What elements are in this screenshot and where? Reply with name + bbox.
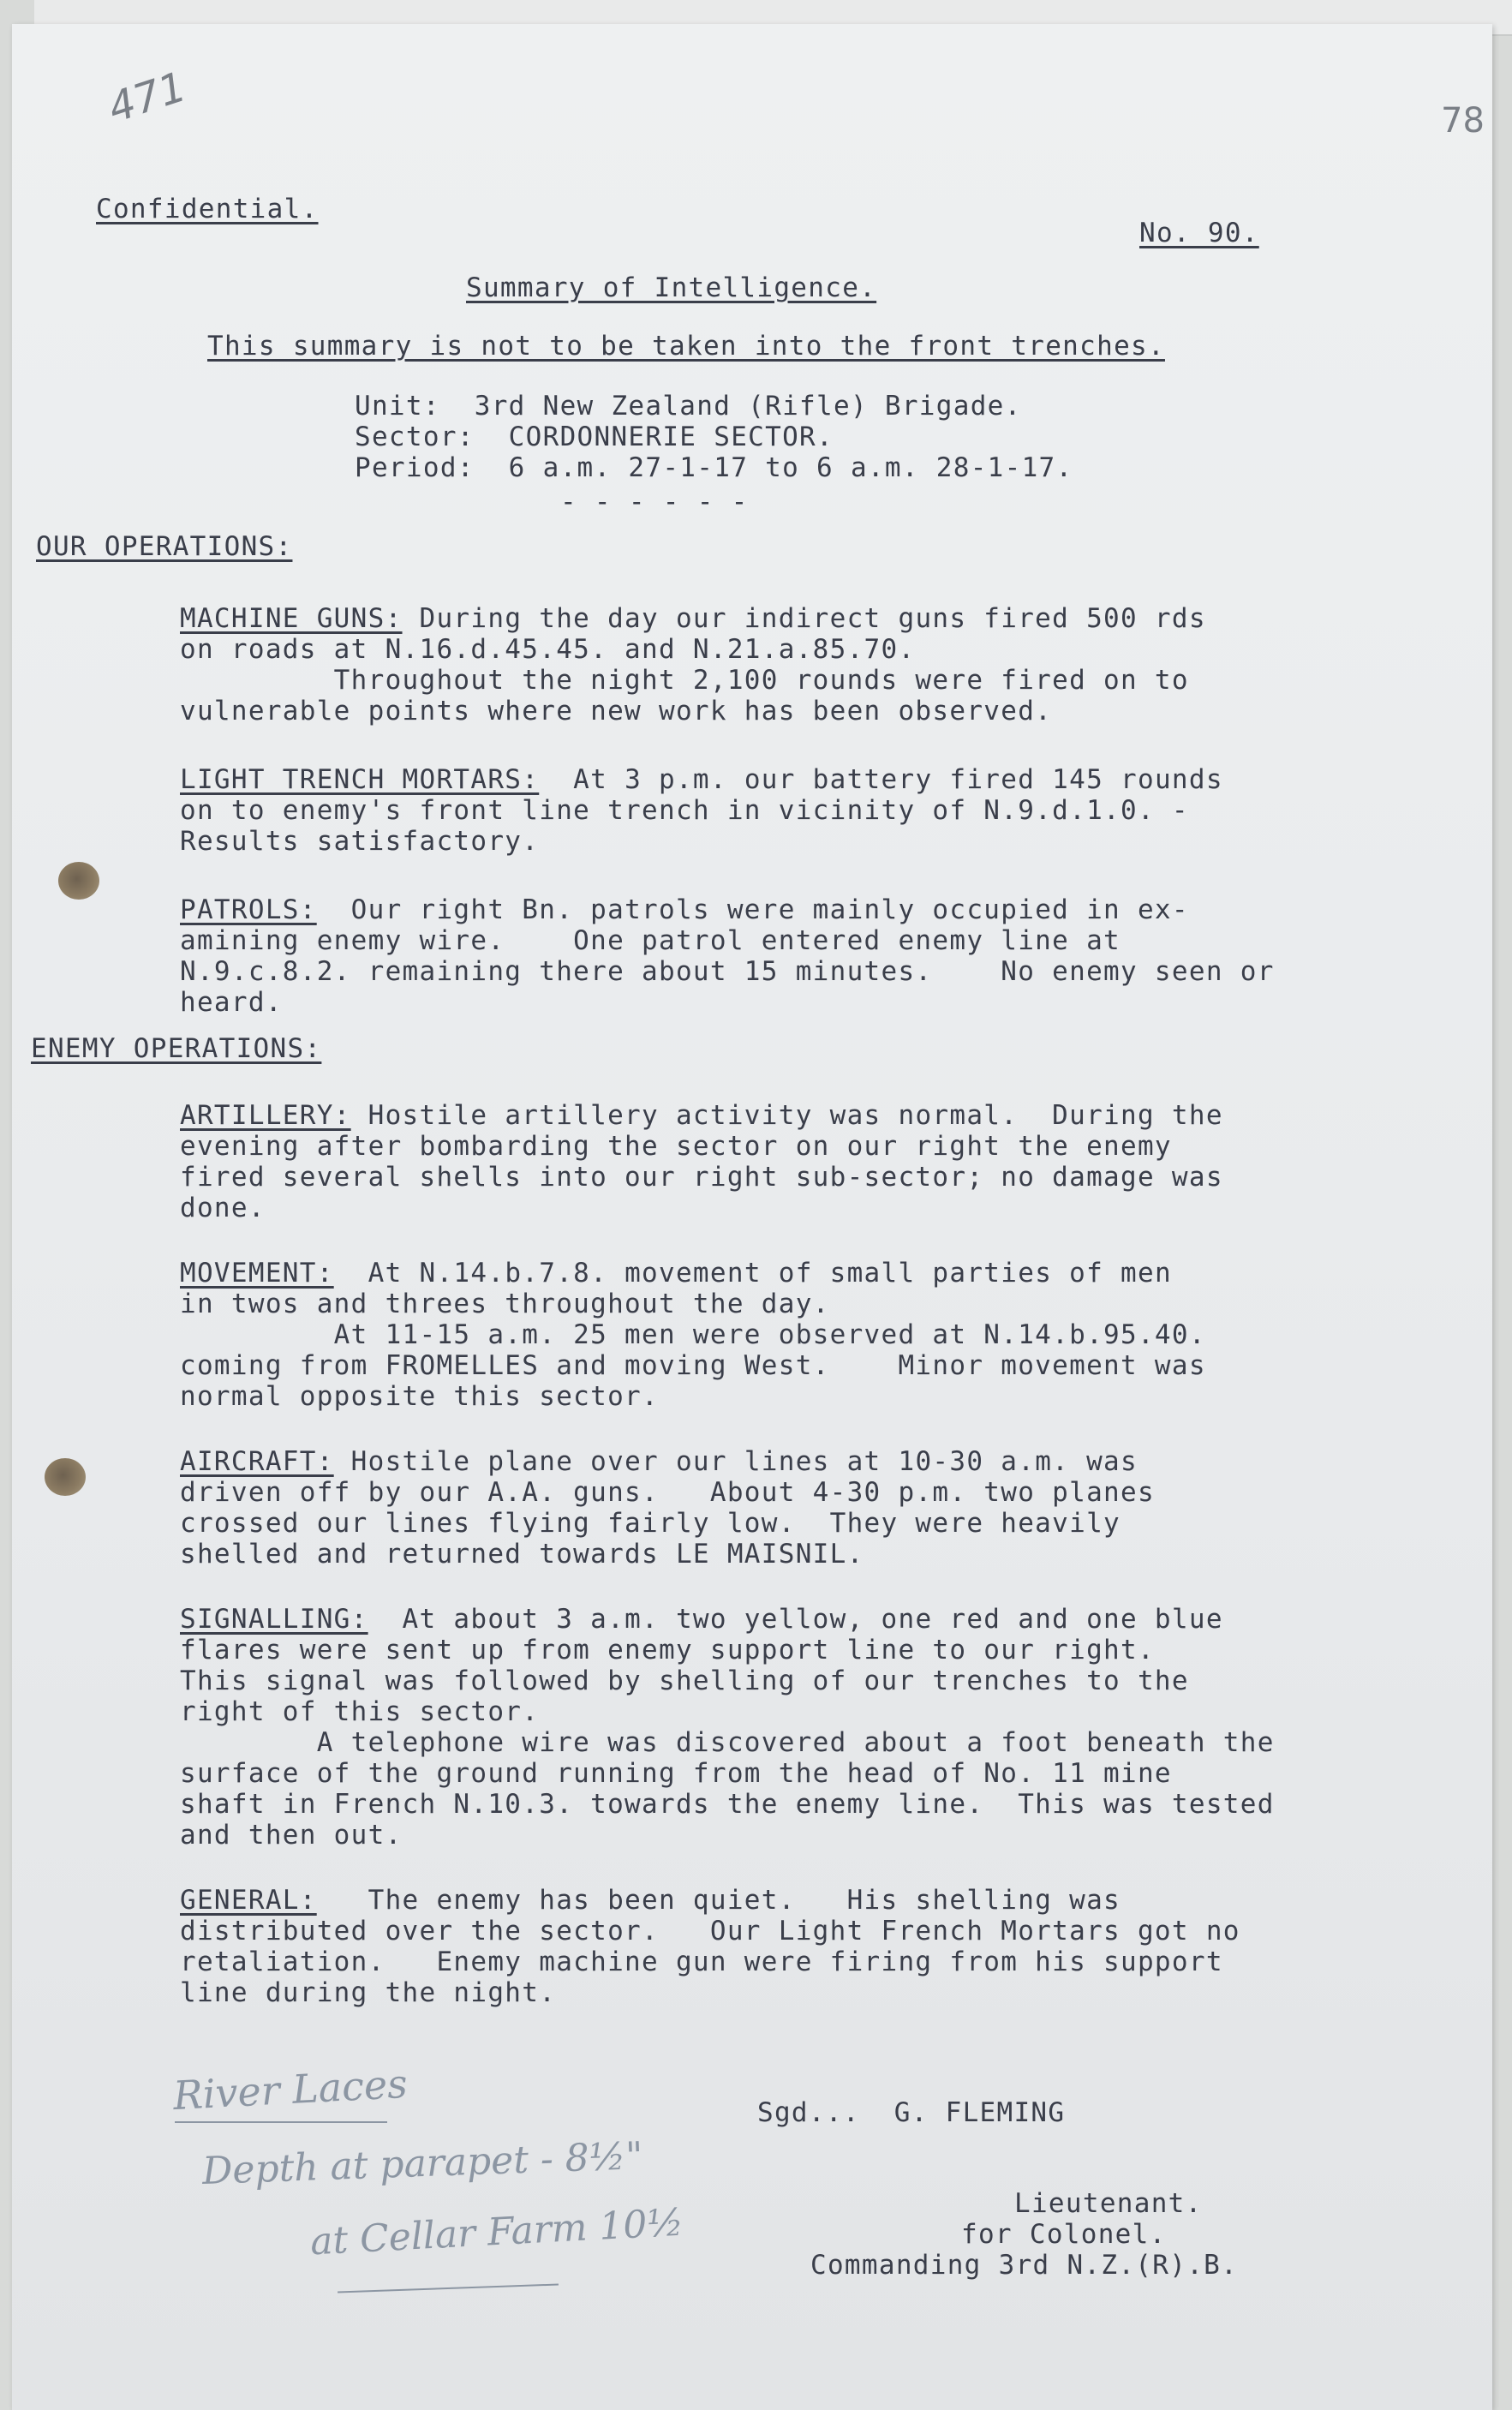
patrols-line-2: amining enemy wire. One patrol entered enemy line at: [180, 925, 1121, 956]
signalling-line-3: This signal was followed by shelling of our trenches to the: [180, 1665, 1189, 1696]
general-line-2: distributed over the sector. Our Light French Mortars got no: [180, 1916, 1240, 1947]
signalling-line-7: shaft in French N.10.3. towards the enemy line. This was tested: [180, 1789, 1275, 1820]
handwritten-depth-parapet: Depth at parapet - 8½": [201, 2134, 644, 2193]
signalling-line-2: flares were sent up from enemy support line to our right.: [180, 1635, 1155, 1665]
movement-line-5: normal opposite this sector.: [180, 1381, 659, 1412]
river-laces-underline: [175, 2121, 387, 2123]
movement-line-2: in twos and threes throughout the day.: [180, 1289, 830, 1319]
enemy-operations-heading: ENEMY OPERATIONS:: [31, 1033, 322, 1064]
aircraft-label: AIRCRAFT:: [180, 1446, 334, 1477]
aircraft-line-4: shelled and returned towards LE MAISNIL.: [180, 1539, 864, 1570]
punch-hole-bottom: [45, 1458, 86, 1496]
light-trench-mortars-line-2: on to enemy's front line trench in vicinity of N.9.d.1.0. -: [180, 795, 1189, 826]
patrols-line-4: heard.: [180, 987, 283, 1018]
depth-notes-underline: [338, 2283, 559, 2293]
notice-line: This summary is not to be taken into the front trenches.: [207, 331, 1165, 362]
light-trench-mortars-line-3: Results satisfactory.: [180, 826, 540, 857]
movement-line-4: coming from FROMELLES and moving West. Minor movement was: [180, 1350, 1206, 1381]
summary-number: No. 90.: [1139, 218, 1259, 248]
signatory-commanding: Commanding 3rd N.Z.(R).B.: [810, 2250, 1239, 2281]
signalling-label: SIGNALLING:: [180, 1604, 368, 1635]
signalling-line-6: surface of the ground running from the head of No. 11 mine: [180, 1758, 1172, 1789]
machine-guns-line-2: on roads at N.16.d.45.45. and N.21.a.85.70.: [180, 634, 916, 665]
machine-guns-label: MACHINE GUNS:: [180, 603, 403, 634]
general-line-4: line during the night.: [180, 1977, 557, 2008]
signalling-line-4: right of this sector.: [180, 1696, 540, 1727]
signatory-for: for Colonel.: [961, 2219, 1167, 2250]
artillery-line-1: Hostile artillery activity was normal. During the: [350, 1100, 1223, 1131]
general-line-1: The enemy has been quiet. His shelling was: [316, 1885, 1121, 1916]
signalling-line-1: At about 3 a.m. two yellow, one red and one blue: [368, 1604, 1223, 1635]
movement-line-1: At N.14.b.7.8. movement of small parties of men: [333, 1258, 1172, 1289]
handwritten-depth-cellar-farm: at Cellar Farm 10½: [308, 2200, 685, 2264]
page-number: 78: [1441, 101, 1485, 141]
handwritten-river-laces: River Laces: [171, 2060, 409, 2120]
general-line-3: retaliation. Enemy machine gun were firing from his support: [180, 1947, 1223, 1977]
our-operations-heading: OUR OPERATIONS:: [36, 531, 293, 562]
document-title: Summary of Intelligence.: [466, 272, 877, 303]
machine-guns-line-1: During the day our indirect guns fired 500 rds: [402, 603, 1206, 634]
aircraft-line-3: crossed our lines flying fairly low. They were heavily: [180, 1508, 1121, 1539]
light-trench-mortars-line-1: At 3 p.m. our battery fired 145 rounds: [539, 764, 1223, 795]
signed-by: Sgd... G. FLEMING: [757, 2097, 1066, 2128]
unit-line: Unit: 3rd New Zealand (Rifle) Brigade.: [355, 391, 1022, 422]
artillery-line-4: done.: [180, 1193, 266, 1223]
punch-hole-top: [58, 862, 99, 900]
period-line: Period: 6 a.m. 27-1-17 to 6 a.m. 28-1-17.: [355, 452, 1073, 483]
movement-label: MOVEMENT:: [180, 1258, 334, 1289]
classification: Confidential.: [96, 194, 319, 224]
patrols-line-1: Our right Bn. patrols were mainly occupied in ex-: [316, 894, 1189, 925]
patrols-label: PATROLS:: [180, 894, 317, 925]
sector-line: Sector: CORDONNERIE SECTOR.: [355, 422, 834, 452]
document-page: [12, 24, 1492, 2410]
aircraft-line-1: Hostile plane over our lines at 10-30 a.m. was: [333, 1446, 1138, 1477]
movement-line-3: At 11-15 a.m. 25 men were observed at N.14.b.95.40.: [180, 1319, 1206, 1350]
light-trench-mortars-label: LIGHT TRENCH MORTARS:: [180, 764, 540, 795]
machine-guns-line-3: Throughout the night 2,100 rounds were fired on to: [180, 665, 1189, 696]
artillery-line-3: fired several shells into our right sub-sector; no damage was: [180, 1162, 1223, 1193]
separator-dashes: - - - - - -: [560, 487, 749, 517]
aircraft-line-2: driven off by our A.A. guns. About 4-30 p.m. two planes: [180, 1477, 1155, 1508]
folio-number: 471: [102, 63, 193, 133]
patrols-line-3: N.9.c.8.2. remaining there about 15 minutes. No enemy seen or: [180, 956, 1275, 987]
artillery-line-2: evening after bombarding the sector on our right the enemy: [180, 1131, 1172, 1162]
machine-guns-line-4: vulnerable points where new work has been observed.: [180, 696, 1053, 727]
general-label: GENERAL:: [180, 1885, 317, 1916]
signalling-line-5: A telephone wire was discovered about a foot beneath the: [180, 1727, 1275, 1758]
signalling-line-8: and then out.: [180, 1820, 403, 1851]
signatory-rank: Lieutenant.: [1014, 2188, 1203, 2219]
artillery-label: ARTILLERY:: [180, 1100, 351, 1131]
